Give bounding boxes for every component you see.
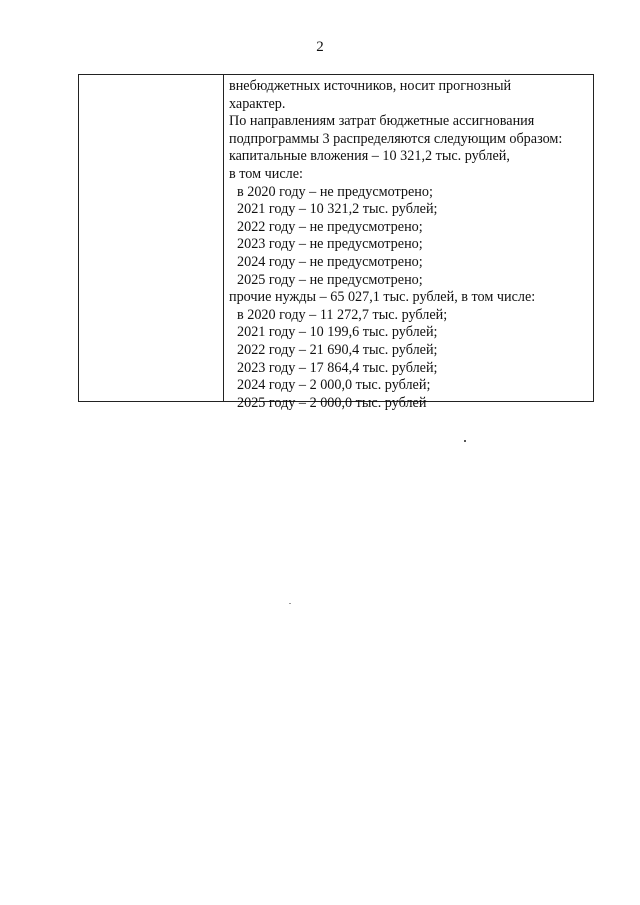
text-line: характер. xyxy=(229,95,286,112)
text-line: 2023 году – не предусмотрено; xyxy=(237,236,423,253)
text-line: прочие нужды – 65 027,1 тыс. рублей, в том числе: xyxy=(229,289,536,306)
text-line: По направлениям затрат бюджетные ассигнования xyxy=(229,113,535,130)
text-line: 2022 году – 21 690,4 тыс. рублей; xyxy=(237,341,438,358)
text-line: 2023 году – 17 864,4 тыс. рублей; xyxy=(237,359,438,376)
text-line: 2024 году – 2 000,0 тыс. рублей; xyxy=(237,377,431,394)
text-line: 2024 году – не предусмотрено; xyxy=(237,253,423,270)
text-line: 2025 году – не предусмотрено; xyxy=(237,271,423,288)
text-line: 2021 году – 10 199,6 тыс. рублей; xyxy=(237,324,438,341)
text-line: капитальные вложения – 10 321,2 тыс. рублей, xyxy=(229,148,510,165)
text-line: в 2020 году – 11 272,7 тыс. рублей; xyxy=(237,306,448,323)
text-line: подпрограммы 3 распределяются следующим образом: xyxy=(229,130,563,147)
table-right-cell xyxy=(224,75,593,411)
text-line: в 2020 году – не предусмотрено; xyxy=(237,183,433,200)
text-line: 2022 году – не предусмотрено; xyxy=(237,218,423,235)
scan-speck xyxy=(289,603,291,604)
table-left-cell xyxy=(79,75,224,401)
budget-table xyxy=(78,74,594,411)
text-line: внебюджетных источников, носит прогнозный xyxy=(229,78,512,94)
text-line: в том числе: xyxy=(229,165,303,182)
page-number: 2 xyxy=(316,39,324,55)
scan-speck xyxy=(464,440,466,442)
text-line: 2025 году – 2 000,0 тыс. рублей xyxy=(237,394,427,411)
text-line: 2021 году – 10 321,2 тыс. рублей; xyxy=(237,201,438,218)
